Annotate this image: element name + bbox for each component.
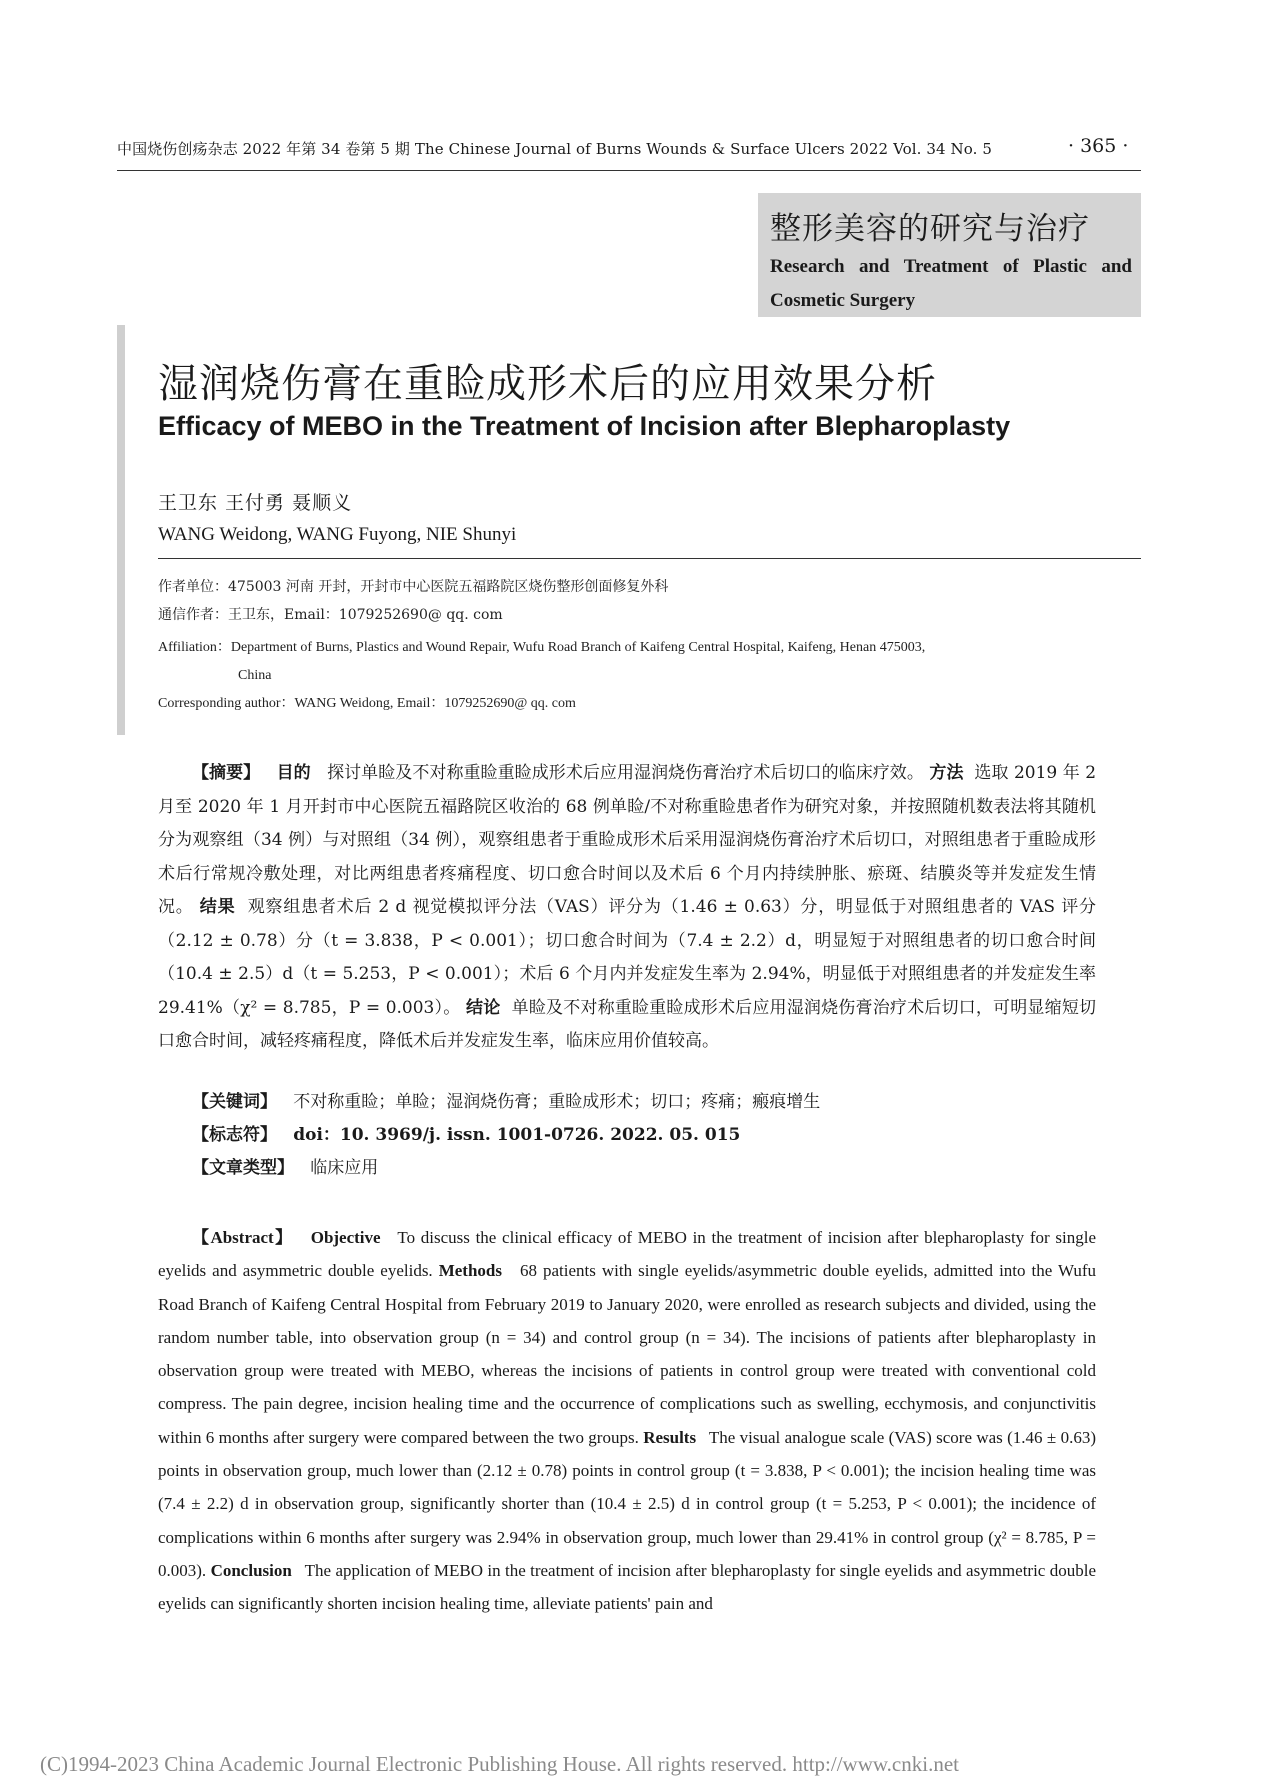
abstract-cn bbox=[158, 757, 1096, 1059]
doi-value: doi：10. 3969/j. issn. 1001-0726. 2022. 05. 015 bbox=[293, 1125, 741, 1145]
page-number: · 365 · bbox=[1068, 135, 1129, 157]
authors-divider bbox=[158, 558, 1141, 559]
results-en: The visual analogue scale (VAS) score was (1.46 ± 0.63) points in observation group, much lower than (2.12 ± 0.78) points in control group (t = 3.838, P < 0.001); the incision healing time was (7.4 ± 2.2) d in observation group, significantly shorter than (10.4 ± 2.5) d in control group (t = 5.253, P < 0.001); the incidence of complications within 6 months after surgery was 2.94% in observation group, much lower than 29.41% in control group (χ² = 8.785, P = 0.003). bbox=[158, 1427, 1097, 1580]
corresponding-en: Corresponding author：WANG Weidong, Email：1079252690@ qq. com bbox=[158, 696, 576, 711]
objective-en: To discuss the clinical efficacy of MEBO in the treatment of incision after blepharoplasty for single eyelids and asymmetric double eyelids. bbox=[158, 1228, 1096, 1281]
identifier-cn bbox=[192, 1120, 740, 1145]
authors-cn: 王卫东 王付勇 聂顺义 bbox=[158, 492, 353, 514]
section-title-en: Research and Treatment of Plastic and Cosmetic Surgery bbox=[770, 256, 1132, 311]
copyright-footer: (C)1994-2023 China Academic Journal Electronic Publishing House. All rights reserved. http://www.cnki.net bbox=[40, 1752, 959, 1776]
abstract-en-label: 【Abstract】 bbox=[192, 1228, 294, 1247]
authors-en: WANG Weidong, WANG Fuyong, NIE Shunyi bbox=[158, 524, 517, 545]
article-type-cn bbox=[192, 1153, 378, 1178]
article-type-value: 临床应用 bbox=[310, 1158, 379, 1178]
results-en-label: Results bbox=[643, 1427, 697, 1447]
keywords-cn bbox=[192, 1087, 820, 1112]
section-title-cn: 整形美容的研究与治疗 bbox=[770, 211, 1090, 247]
objective-cn: 探讨单睑及不对称重睑重睑成形术后应用湿润烧伤膏治疗术后切口的临床疗效。 bbox=[327, 763, 924, 783]
conclusion-en-label: Conclusion bbox=[210, 1560, 292, 1580]
article-title-cn: 湿润烧伤膏在重睑成形术后的应用效果分析 bbox=[158, 361, 937, 407]
article-title-en: Efficacy of MEBO in the Treatment of Incision after Blepharoplasty bbox=[158, 411, 1011, 441]
header-divider bbox=[117, 170, 1141, 171]
corresponding-cn: 通信作者：王卫东，Email：1079252690@ qq. com bbox=[158, 607, 503, 623]
objective-cn-label: 目的 bbox=[276, 763, 311, 783]
methods-en-label: Methods bbox=[438, 1261, 502, 1281]
results-cn: 观察组患者术后 2 d 视觉模拟评分法（VAS）评分为（1.46 ± 0.63）分，明显低于对照组患者的 VAS 评分（2.12 ± 0.78）分（t = 3.838，P < 0.001）；切口愈合时间为（7.4 ± 2.2）d，明显短于对照组患者的切口愈合时间（10.4 ± 2.5）d（t = 5.253，P < 0.001）；术后 6 个月内并发症发生率为 2.94%，明显低于对照组患者的并发症发生率 29.41%（χ² = 8.785，P = 0.003）。 bbox=[158, 897, 1097, 1018]
abstract-cn-label: 【摘要】 bbox=[192, 763, 261, 783]
conclusion-cn-label: 结论 bbox=[466, 997, 501, 1018]
affiliation-en-continued: China bbox=[238, 668, 272, 683]
affiliation-en: Affiliation：Department of Burns, Plastics and Wound Repair, Wufu Road Branch of Kaifeng Central Hospital, Kaifeng, Henan 475003, bbox=[158, 640, 926, 655]
objective-en-label: Objective bbox=[310, 1228, 381, 1247]
conclusion-cn: 单睑及不对称重睑重睑成形术后应用湿润烧伤膏治疗术后切口，可明显缩短切口愈合时间，减轻疼痛程度，降低术后并发症发生率，临床应用价值较高。 bbox=[158, 997, 1097, 1051]
abstract-en bbox=[158, 1221, 1096, 1621]
results-cn-label: 结果 bbox=[199, 897, 236, 917]
methods-cn: 选取 2019 年 2 月至 2020 年 1 月开封市中心医院五福路院区收治的 68 例单睑/不对称重睑患者作为研究对象，并按照随机数表法将其随机分为观察组（34 例）与对照组（34 例），观察组患者于重睑成形术后采用湿润烧伤膏治疗术后切口，对照组患者于重睑成形术后行常规冷敷处理，对比两组患者疼痛程度、切口愈合时间以及术后 6 个月内持续肿胀、瘀斑、结膜炎等并发症发生情况。 bbox=[158, 763, 1097, 917]
affiliation-cn: 作者单位：475003 河南 开封，开封市中心医院五福路院区烧伤整形创面修复外科 bbox=[158, 579, 669, 595]
keywords-value: 不对称重睑；单睑；湿润烧伤膏；重睑成形术；切口；疼痛；瘢痕增生 bbox=[293, 1092, 821, 1112]
running-header: 中国烧伤创疡杂志 2022 年第 34 卷第 5 期 The Chinese Journal of Burns Wounds & Surface Ulcers 2022 Vol. 34 No. 5 bbox=[117, 140, 993, 158]
keywords-label: 【关键词】 bbox=[192, 1092, 277, 1112]
identifier-label: 【标志符】 bbox=[192, 1125, 277, 1145]
article-type-label: 【文章类型】 bbox=[192, 1158, 294, 1178]
title-side-bar bbox=[117, 325, 125, 735]
methods-cn-label: 方法 bbox=[929, 763, 964, 783]
conclusion-en: The application of MEBO in the treatment of incision after blepharoplasty for single eyelids and asymmetric double eyelids can significantly shorten incision healing time, alleviate patients' pain and bbox=[158, 1560, 1096, 1614]
methods-en: 68 patients with single eyelids/asymmetric double eyelids, admitted into the Wufu Road Branch of Kaifeng Central Hospital from February 2019 to January 2020, were enrolled as research subjects and divided, using the random number table, into observation group (n = 34) and control group (n = 34). The incisions of patients after blepharoplasty in observation group were treated with MEBO, whereas the incisions of patients in control group were treated with conventional cold compress. The pain degree, incision healing time and the occurrence of complications such as swelling, ecchymosis, and conjunctivitis within 6 months after surgery were compared between the two groups. bbox=[158, 1261, 1097, 1447]
